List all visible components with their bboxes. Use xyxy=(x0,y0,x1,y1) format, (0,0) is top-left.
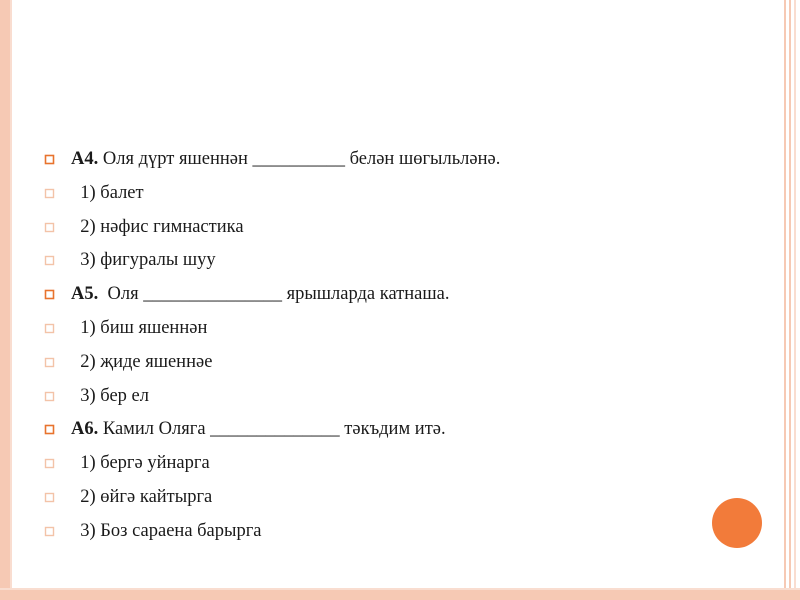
option-text: 3) Боз сараена барырга xyxy=(71,520,262,541)
question-a6 xyxy=(44,413,764,447)
square-bullet-icon xyxy=(44,289,55,300)
square-bullet-icon xyxy=(44,391,55,402)
square-bullet-icon xyxy=(44,492,55,503)
option-text: 2) өйгә кайтырга xyxy=(71,486,213,507)
square-bullet-icon xyxy=(44,357,55,368)
square-bullet-icon xyxy=(44,188,55,199)
answer-option xyxy=(44,380,764,414)
answer-option xyxy=(44,481,764,515)
answer-option xyxy=(44,244,764,278)
left-frame-inner-border xyxy=(10,0,12,600)
answer-option xyxy=(44,312,764,346)
square-bullet-icon xyxy=(44,323,55,334)
bottom-frame-border xyxy=(0,590,800,600)
answer-option xyxy=(44,346,764,380)
square-bullet-icon xyxy=(44,154,55,165)
option-text: 1) бергә уйнарга xyxy=(71,453,210,474)
option-text: 1) биш яшеннән xyxy=(71,317,208,338)
answer-option xyxy=(44,211,764,245)
question-text: Камил Оляга ______________ тәкъдим итә. xyxy=(98,419,446,440)
square-bullet-icon xyxy=(44,458,55,469)
option-text: 3) бер ел xyxy=(71,385,149,406)
question-label: А6. xyxy=(71,419,99,440)
right-frame-lines xyxy=(784,0,800,600)
square-bullet-icon xyxy=(44,255,55,266)
option-text: 2) нәфис гимнастика xyxy=(71,216,244,237)
answer-option xyxy=(44,515,764,549)
question-a5 xyxy=(44,278,764,312)
left-frame-border xyxy=(0,0,10,600)
option-text: 3) фигуралы шуу xyxy=(71,250,216,271)
answer-option xyxy=(44,447,764,481)
question-label: А5. xyxy=(71,284,99,305)
question-text: Оля дүрт яшеннән __________ белән шөгыльләнә. xyxy=(98,149,501,169)
option-text: 1) балет xyxy=(71,182,144,203)
answer-option xyxy=(44,177,764,211)
question-label: А4. xyxy=(71,149,99,169)
question-a4 xyxy=(44,143,764,177)
square-bullet-icon xyxy=(44,222,55,233)
square-bullet-icon xyxy=(44,526,55,537)
option-text: 2) җиде яшеннәе xyxy=(71,351,213,372)
question-text: Оля _______________ ярышларда катнаша. xyxy=(98,284,450,305)
question-list xyxy=(44,143,764,549)
square-bullet-icon xyxy=(44,424,55,435)
